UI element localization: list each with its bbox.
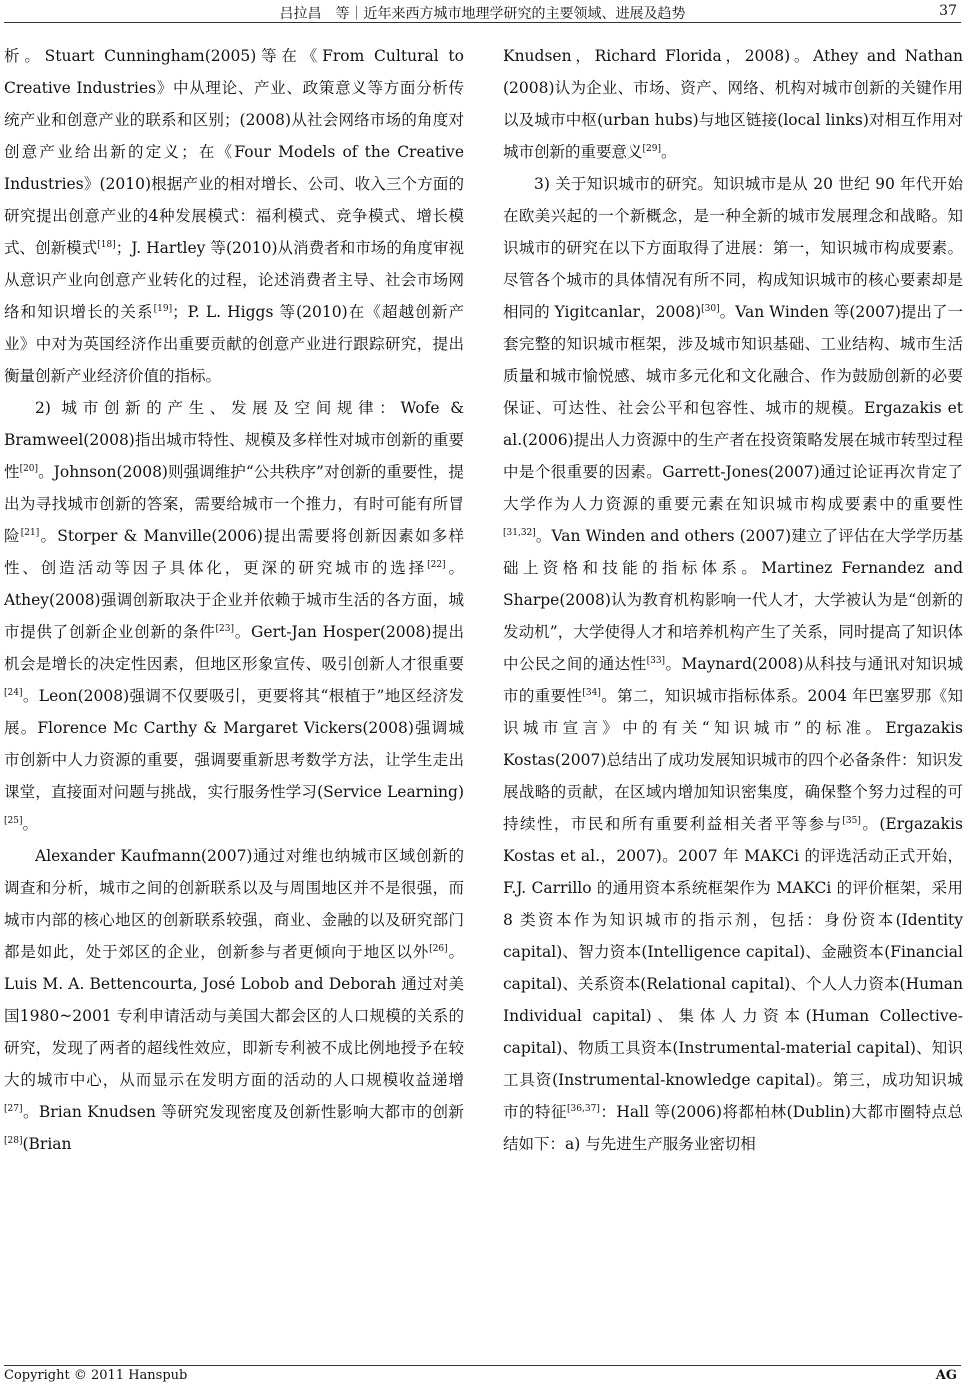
header-rule xyxy=(4,22,961,23)
text-run: 。Brian Knudsen 等研究发现密度及创新性影响大都市的创新 xyxy=(22,1103,464,1121)
text-run: 。Van Winden 等(2007)提出了一套完整的知识城市框架，涉及城市知识基础、工业结构、城市生活质量和城市愉悦感、城市多元化和文化融合、作为鼓励创新的必要保证、可达性、社会公平和包容性、城市的规模。Ergazakis et al.(2006)提出人力资源中的生产者在投资策略发展在城市转型过程中是个很重要的因素。Garrett-Jones(2007)通过论证再次肯定了大学作为人力资源的重要元素在知识城市构成要素中的重要性 xyxy=(503,303,963,513)
citation: [35] xyxy=(842,815,861,826)
paragraph-knudsen-cont xyxy=(503,40,963,168)
text-run: 。Gert-Jan Hosper(2008)提出机会是增长的决定性因素，但地区形象宣传、吸引创新人才很重要 xyxy=(4,623,464,673)
citation: [22] xyxy=(427,559,446,570)
citation: [30] xyxy=(701,303,720,314)
paragraph-knowledge-city xyxy=(503,168,963,1160)
citation: [25] xyxy=(4,815,23,826)
footer-rule xyxy=(4,1365,961,1366)
citation: [26] xyxy=(429,943,448,954)
citation: [33] xyxy=(646,655,666,666)
left-column xyxy=(4,40,464,1160)
text-run: ；P. L. Higgs 等(2010)在《超越创新产业》中对为英国经济作出重要贡献的创意产业进行跟踪研究，提出衡量创新产业经济价值的指标。 xyxy=(4,303,464,385)
text-run: 。Leon(2008)强调不仅要吸引，更要将其“根植于”地区经济发展。Florence Mc Carthy & Margaret Vickers(2008)强调城市创新中人力资源的重要，强调要重新思考数学方法，让学生走出课堂，直接面对问题与挑战，实行服务性学习(Service Learning) xyxy=(4,687,464,801)
text-run: 3) 关于知识城市的研究。知识城市是从 20 世纪 90 年代开始在欧美兴起的一个新概念，是一种全新的城市发展理念和战略。知识城市的研究在以下方面取得了进展：第一，知识城市构成要素。尽管各个城市的具体情况有所不同，构成知识城市的核心要素却是相同的 Yigitcanlar，2008) xyxy=(503,175,963,321)
text-run: ：Hall 等(2006)将都柏林(Dublin)大都市圈特点总结如下：a) 与先进生产服务业密切相 xyxy=(503,1103,963,1153)
journal-abbrev: AG xyxy=(935,1368,957,1383)
citation: [23] xyxy=(215,623,234,634)
text-run: Knudsen，Richard Florida，2008)。Athey and Nathan (2008)认为企业、市场、资产、网络、机构对城市创新的关键作用以及城市中枢(urban hubs)与地区链接(local links)对相互作用对城市创新的重要意义 xyxy=(503,47,963,161)
page-number: 37 xyxy=(939,3,957,19)
text-run: 2) 城市创新的产生、发展及空间规律：Wofe & Bramweel(2008)指出城市特性、规模及多样性对城市创新的重要性 xyxy=(4,399,464,481)
right-column xyxy=(503,40,963,1160)
text-run: 。Luis M. A. Bettencourta, José Lobob and Deborah 通过对美国1980~2001 专利申请活动与美国大都会区的人口规模的关系的研究，发现了两者的超线性效应，即新专利被不成比例地授予在较大的城市中心，从而显示在发明方面的活动的人口规模收益递增 xyxy=(4,943,464,1089)
text-run: 。第二，知识城市指标体系。2004 年巴塞罗那《知识城市宣言》中的有关“知识城市”的标准。Ergazakis Kostas(2007)总结出了成功发展知识城市的四个必备条件：知识发展战略的贡献，在区域内增加知识密集度，确保整个努力过程的可持续性，市民和所有重要利益相关者平等参与 xyxy=(503,687,963,833)
text-run: 。Johnson(2008)则强调维护“公共秩序”对创新的重要性，提出为寻找城市创新的答案，需要给城市一个推力，有时可能有所冒险 xyxy=(4,463,464,545)
text-run: 。Van Winden and others (2007)建立了评估在大学学历基础上资格和技能的指标体系。Martinez Fernandez and Sharpe(2008)认为教育机构影响一代人才，大学被认为是“创新的发动机”，大学使得人才和培养机构产生了关系，同时提高了知识体中公民之间的通达性 xyxy=(503,527,963,673)
text-run: 。Maynard(2008)从科技与通讯对知识城市的重要性 xyxy=(503,655,963,705)
text-run: Alexander Kaufmann(2007)通过对维也纳城市区域创新的调查和分析，城市之间的创新联系以及与周围地区并不是很强，而城市内部的核心地区的创新联系较强，商业、金融的以及研究部门都是如此，处于郊区的企业，创新参与者更倾向于地区以外 xyxy=(4,847,464,961)
text-run: ；J. Hartley 等(2010)从消费者和市场的角度审视从意识产业向创意产业转化的过程，论述消费者主导、社会市场网络和知识增长的关系 xyxy=(4,239,464,321)
paragraph-urban-innovation xyxy=(4,392,464,840)
citation: [29] xyxy=(642,143,661,154)
citation: [19] xyxy=(153,303,173,314)
text-run: (Brian xyxy=(22,1135,72,1153)
citation: [31,32] xyxy=(503,527,536,538)
running-title: 吕拉昌 等｜近年来西方城市地理学研究的主要领域、进展及趋势 xyxy=(279,6,686,22)
text-run: 。 xyxy=(661,143,677,161)
citation: [36,37] xyxy=(567,1103,600,1114)
citation: [28] xyxy=(4,1135,23,1146)
citation: [18] xyxy=(97,239,116,250)
citation: [27] xyxy=(4,1103,23,1114)
text-run: 。Athey(2008)强调创新取决于企业并依赖于城市生活的各方面，城市提供了创新企业创新的条件 xyxy=(4,559,464,641)
running-header xyxy=(0,0,965,22)
citation: [21] xyxy=(20,527,40,538)
citation: [34] xyxy=(582,687,601,698)
paragraph-kaufmann xyxy=(4,840,464,1160)
copyright-notice: Copyright © 2011 Hanspub xyxy=(4,1368,188,1383)
text-run: 析。Stuart Cunningham(2005)等在《From Cultural to Creative Industries》中从理论、产业、政策意义等方面分析传统产业和创意产业的联系和区别；(2008)从社会网络市场的角度对创意产业给出新的定义；在《Four Models of the Creative Industries》(2010)根据产业的相对增长、公司、收入三个方面的研究提出创意产业的4种发展模式：福利模式、竞争模式、增长模式、创新模式 xyxy=(4,47,464,257)
text-run: 。Storper & Manville(2006)提出需要将创新因素如多样性、创造活动等因子具体化，更深的研究城市的选择 xyxy=(4,527,464,577)
text-run: 。 xyxy=(22,815,38,833)
text-run: 。(Ergazakis Kostas et al.，2007)。2007 年 MAKCi 的评选活动正式开始，F.J. Carrillo 的通用资本系统框架作为 MAKCi 的评价框架，采用 8 类资本作为知识城市的指示剂，包括：身份资本(Identity capital)、智力资本(Intelligence capital)、金融资本(Financial capital)、关系资本(Relational capital)、个人人力资本(Human Individual capital)、集体人力资本(Human Collective- capital)、物质工具资本(Instrumental-material capital)、知识工具资(Instrumental-knowledge capital)。第三，成功知识城市的特征 xyxy=(503,815,963,1121)
citation: [20] xyxy=(19,463,39,474)
paragraph-creative-industries-cont xyxy=(4,40,464,392)
citation: [24] xyxy=(4,687,23,698)
